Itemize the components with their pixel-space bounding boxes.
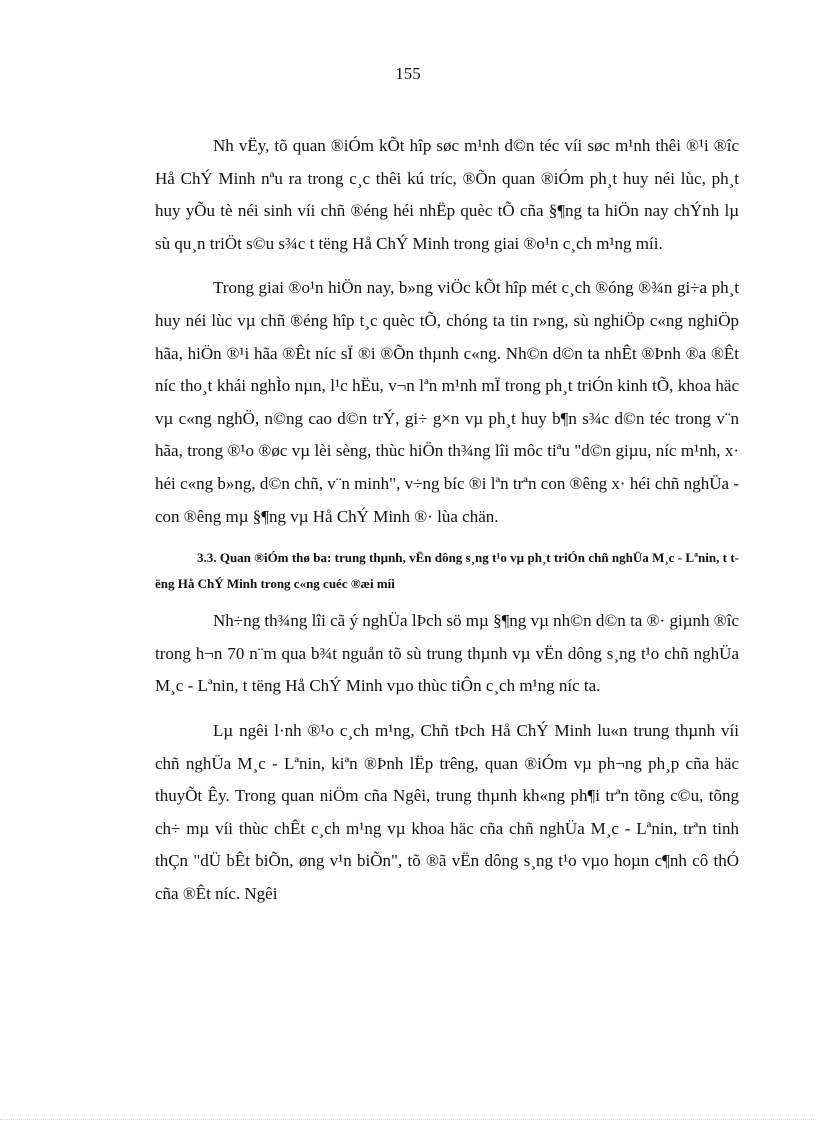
page-number: 155 (395, 64, 421, 83)
paragraph: Nh÷ng th¾ng lîi cã ý nghÜa lÞch sö mµ §¶ng vµ nh©n d©n ta ®· giµnh ®îc trong h¬n 70 n¨m qua b¾t nguån tõ sù trung thµnh vµ vËn dông s¸ng t¹o chñ nghÜa M¸c - Lªnin, t tëng Hå ChÝ Minh vµo thùc tiÔn c¸ch m¹ng níc ta. (155, 611, 739, 696)
page-bottom-rule (0, 1119, 816, 1120)
section-heading: 3.3. Quan ®iÓm thø ba: trung thµnh, vËn dông s¸ng t¹o vµ ph¸t triÓn chñ nghÜa M¸c - Lªnin, t tëng Hå ChÝ Minh trong c«ng cuéc ®æi míi (155, 550, 739, 592)
paragraph: Nh vËy, tõ quan ®iÓm kÕt hîp søc m¹nh d©n téc víi søc m¹nh thêi ®¹i ®îc Hå ChÝ Minh nªu ra trong c¸c thêi kú tríc, ®Õn quan ®iÓm ph¸t huy néi lùc, ph¸t huy yÕu tè néi sinh víi chñ ®éng héi nhËp quèc tÕ cña §¶ng ta hiÖn nay chÝnh lµ sù qu¸n triÖt s©u s¾c t tëng Hå ChÝ Minh trong giai ®o¹n c¸ch m¹ng míi. (155, 136, 739, 253)
paragraph: Lµ ngêi l·nh ®¹o c¸ch m¹ng, Chñ tÞch Hå ChÝ Minh lu«n trung thµnh víi chñ nghÜa M¸c - Lªnin, kiªn ®Þnh lËp trêng, quan ®iÓm vµ ph¬ng ph¸p cña häc thuyÕt Êy. Trong quan niÖm cña Ngêi, trung thµnh kh«ng ph¶i trªn tõng c©u, tõng ch÷ mµ víi thùc chÊt c¸ch m¹ng vµ khoa häc cña chñ nghÜa M¸c - Lªnin, trªn tinh thÇn "dÜ bÊt biÕn, øng v¹n biÕn", tõ ®ã vËn dông s¸ng t¹o vµo hoµn c¶nh cô thÓ cña ®Êt níc. Ngêi (155, 720, 739, 903)
paragraph: Trong giai ®o¹n hiÖn nay, b»ng viÖc kÕt hîp mét c¸ch ®óng ®¾n gi÷a ph¸t huy néi lùc vµ chñ ®éng hîp t¸c quèc tÕ, chóng ta tin r»ng, sù nghiÖp c«ng nghiÖp hãa, hiÖn ®¹i hãa ®Êt níc sÏ ®i ®Õn thµnh c«ng. Nh©n d©n ta nhÊt ®Þnh ®a ®Êt níc tho¸t khái nghÌo nµn, l¹c hËu, v¬n lªn m¹nh mÏ trong ph¸t triÓn kinh tÕ, khoa häc vµ c«ng nghÖ, n©ng cao d©n trÝ, gi÷ g×n vµ ph¸t huy b¶n s¾c d©n téc trong v¨n hãa, trong ®¹o ®øc vµ lèi sèng, thùc hiÖn th¾ng lîi môc tiªu "d©n giµu, níc m¹nh, x· héi c«ng b»ng, d©n chñ, v¨n minh", v÷ng bíc ®i lªn trªn con ®êng x· héi chñ nghÜa - con ®êng mµ §¶ng vµ Hå ChÝ Minh ®· lùa chän. (155, 278, 739, 526)
document-body (155, 130, 739, 922)
